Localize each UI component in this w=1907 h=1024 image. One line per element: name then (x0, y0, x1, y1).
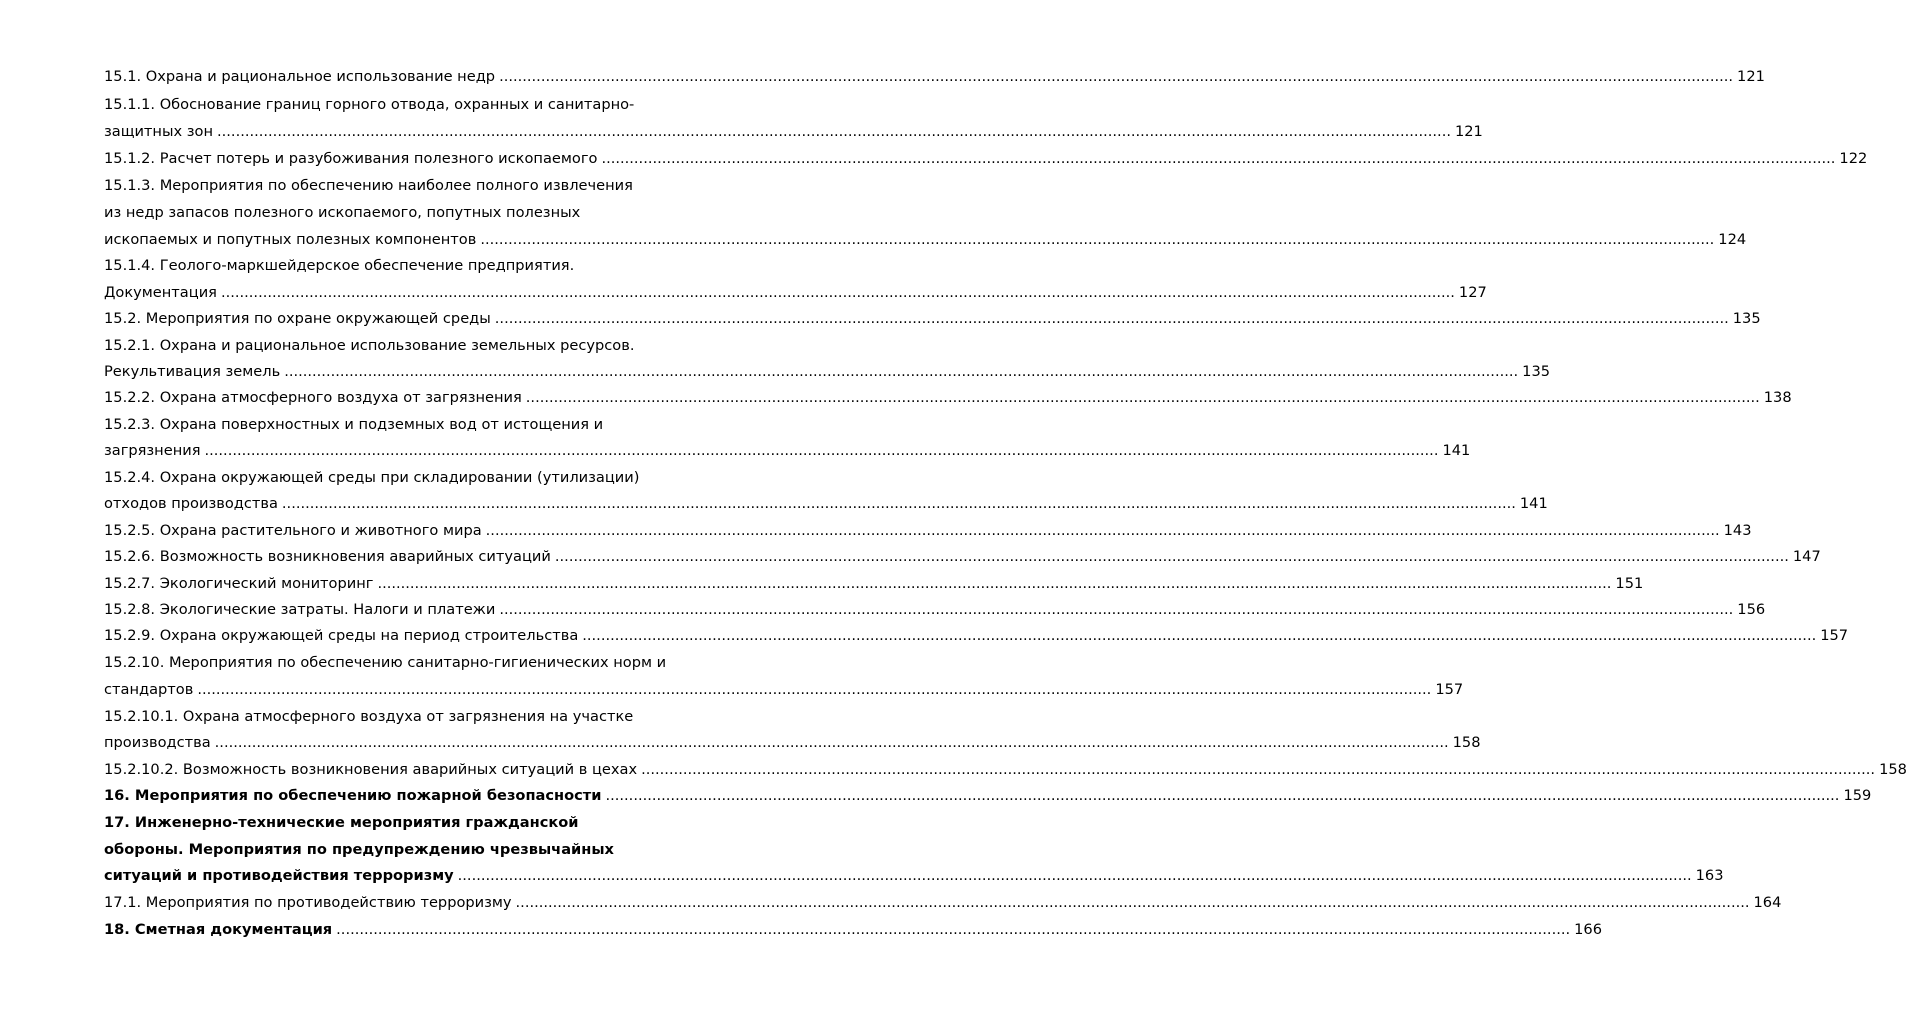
toc-entry[interactable] (104, 863, 1724, 889)
toc-entry[interactable] (104, 359, 1551, 385)
toc-entry[interactable] (104, 757, 1907, 783)
toc-entry-title: 15.2. Мероприятия по охране окружающей среды (104, 310, 491, 327)
toc-entry-title: ископаемых и попутных полезных компонентов (104, 231, 477, 248)
dot-leader (217, 119, 1451, 145)
toc-entry-title: 15.1.2. Расчет потерь и разубоживания полезного ископаемого (104, 150, 598, 167)
toc-entry[interactable] (104, 677, 1464, 703)
toc-entry-line: 15.2.10.1. Охрана атмосферного воздуха от загрязнения на участке (104, 708, 634, 725)
toc-entry-title: стандартов (104, 681, 194, 698)
toc-entry-title: ситуаций и противодействия терроризму (104, 867, 454, 884)
toc-page-number: 151 (1615, 575, 1644, 592)
toc-entry-title: загрязнения (104, 442, 201, 459)
toc-entry[interactable] (104, 783, 1872, 809)
dot-leader (458, 863, 1692, 889)
toc-entry[interactable] (104, 385, 1792, 411)
toc-entry-line: 15.2.1. Охрана и рациональное использование земельных ресурсов. (104, 337, 635, 354)
toc-page-number: 147 (1792, 548, 1821, 565)
toc-entry[interactable] (104, 438, 1471, 464)
toc-entry-title: Документация (104, 284, 217, 301)
dot-leader (284, 359, 1518, 385)
dot-leader (499, 597, 1733, 623)
toc-entry-line: обороны. Мероприятия по предупреждению чрезвычайных (104, 841, 614, 858)
toc-entry-title: 16. Мероприятия по обеспечению пожарной безопасности (104, 787, 602, 804)
toc-page-number: 143 (1723, 522, 1752, 539)
dot-leader (197, 677, 1431, 703)
toc-page-number: 141 (1442, 442, 1471, 459)
toc-entry-title: 15.2.9. Охрана окружающей среды на период строительства (104, 627, 579, 644)
dot-leader (605, 783, 1839, 809)
toc-entry-line: 15.2.4. Охрана окружающей среды при складировании (утилизации) (104, 469, 640, 486)
dot-leader (601, 146, 1835, 172)
dot-leader (336, 917, 1570, 943)
toc-entry-title: 15.2.2. Охрана атмосферного воздуха от загрязнения (104, 389, 522, 406)
dot-leader (480, 227, 1714, 253)
toc-page-number: 141 (1519, 495, 1548, 512)
dot-leader (582, 623, 1816, 649)
toc-entry-title: 15.1. Охрана и рациональное использование недр (104, 68, 496, 85)
toc-entry-title: 15.2.6. Возможность возникновения аварийных ситуаций (104, 548, 551, 565)
toc-entry[interactable] (104, 64, 1765, 90)
toc-page-number: 164 (1753, 894, 1782, 911)
toc-page-number: 135 (1732, 310, 1761, 327)
dot-leader (377, 571, 1611, 597)
dot-leader (205, 438, 1439, 464)
toc-page-number: 158 (1452, 734, 1481, 751)
toc-entry-title: 15.2.10.2. Возможность возникновения аварийных ситуаций в цехах (104, 761, 638, 778)
toc-entry-title: Рекультивация земель (104, 363, 281, 380)
toc-entry-title: 18. Сметная документация (104, 921, 333, 938)
dot-leader (555, 544, 1789, 570)
toc-page-number: 163 (1695, 867, 1724, 884)
toc-entry-line: 15.1.4. Геолого-маркшейдерское обеспечение предприятия. (104, 257, 575, 274)
toc-entry[interactable] (104, 518, 1752, 544)
toc-entry-title: 15.2.8. Экологические затраты. Налоги и платежи (104, 601, 496, 618)
dot-leader (495, 306, 1729, 332)
dot-leader (215, 730, 1449, 756)
toc-entry-line: 17. Инженерно-технические мероприятия гражданской (104, 814, 579, 831)
dot-leader (641, 757, 1875, 783)
toc-entry-title: 15.2.5. Охрана растительного и животного мира (104, 522, 482, 539)
toc-page-number: 127 (1458, 284, 1487, 301)
toc-entry-title: отходов производства (104, 495, 278, 512)
dot-leader (486, 518, 1720, 544)
toc-page-number: 124 (1718, 231, 1747, 248)
toc-entry[interactable] (104, 571, 1644, 597)
toc-entry[interactable] (104, 227, 1747, 253)
toc-page-number: 166 (1574, 921, 1602, 938)
toc-page-number: 122 (1839, 150, 1868, 167)
toc-entry[interactable] (104, 544, 1821, 570)
toc-entry-title: 15.2.7. Экологический мониторинг (104, 575, 374, 592)
toc-entry[interactable] (104, 280, 1487, 306)
toc-entry-title: 17.1. Мероприятия по противодействию терроризму (104, 894, 512, 911)
dot-leader (282, 491, 1516, 517)
toc-page-number: 121 (1737, 68, 1765, 85)
toc-entry-title: защитных зон (104, 123, 214, 140)
toc-entry[interactable] (104, 890, 1782, 916)
toc-page-number: 138 (1763, 389, 1792, 406)
toc-entry-line: 15.2.3. Охрана поверхностных и подземных вод от истощения и (104, 416, 604, 433)
toc-entry[interactable] (104, 146, 1868, 172)
toc-entry-line: 15.1.1. Обоснование границ горного отвода, охранных и санитарно- (104, 96, 635, 113)
toc-page-number: 135 (1522, 363, 1551, 380)
dot-leader (526, 385, 1760, 411)
toc-entry[interactable] (104, 623, 1849, 649)
toc-entry-line: из недр запасов полезного ископаемого, попутных полезных (104, 204, 581, 221)
toc-entry[interactable] (104, 119, 1483, 145)
toc-entry[interactable] (104, 306, 1761, 332)
toc-page-number: 159 (1843, 787, 1872, 804)
toc-page-number: 156 (1737, 601, 1766, 618)
toc-page-number: 157 (1820, 627, 1849, 644)
toc-entry[interactable] (104, 730, 1481, 756)
toc-page-number: 121 (1454, 123, 1483, 140)
dot-leader (221, 280, 1455, 306)
dot-leader (499, 64, 1733, 90)
toc-entry[interactable] (104, 917, 1602, 943)
toc-entry-line: 15.1.3. Мероприятия по обеспечению наиболее полного извлечения (104, 177, 633, 194)
toc-page-number: 158 (1879, 761, 1907, 778)
dot-leader (516, 890, 1750, 916)
toc-entry[interactable] (104, 597, 1766, 623)
toc-entry-line: 15.2.10. Мероприятия по обеспечению санитарно-гигиенических норм и (104, 654, 667, 671)
toc-entry[interactable] (104, 491, 1548, 517)
toc-entry-title: производства (104, 734, 211, 751)
toc-page-number: 157 (1435, 681, 1464, 698)
